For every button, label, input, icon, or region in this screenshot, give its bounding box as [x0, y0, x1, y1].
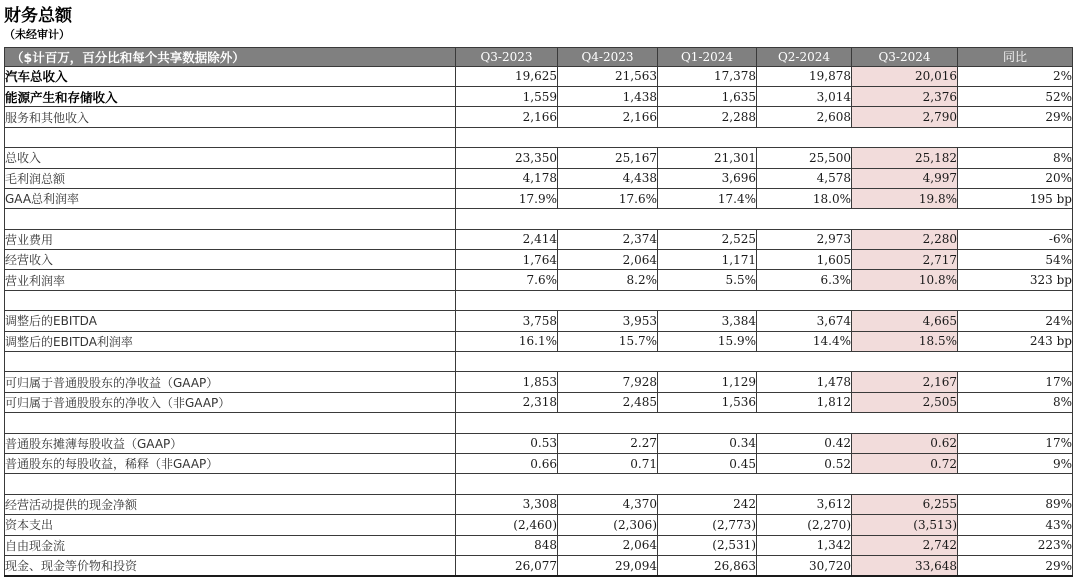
row-label: 普通股东的每股收益，稀释（非GAAP） — [5, 453, 456, 473]
value-cell: 15.7% — [558, 331, 658, 351]
table-row — [5, 168, 1073, 188]
yoy-value-cell: 52% — [958, 86, 1073, 106]
value-cell: 5.5% — [658, 270, 757, 290]
value-cell: 1,635 — [658, 86, 757, 106]
yoy-value-cell: 323 bp — [958, 270, 1073, 290]
value-cell: 1,605 — [757, 250, 852, 270]
value-cell: 2,973 — [757, 229, 852, 249]
table-row — [5, 331, 1073, 351]
yoy-value-cell: 24% — [958, 311, 1073, 331]
spacer-row — [5, 290, 1073, 310]
row-label: 服务和其他收入 — [5, 107, 456, 127]
value-cell: 30,720 — [757, 555, 852, 576]
table-row — [5, 372, 1073, 392]
table-row — [5, 66, 1073, 86]
value-cell: 7.6% — [456, 270, 558, 290]
table-row — [5, 188, 1073, 208]
header-units-label: （$计百万，百分比和每个共享数据除外） — [5, 47, 456, 66]
table-row — [5, 515, 1073, 535]
value-cell: 2,376 — [852, 86, 958, 106]
yoy-value-cell: 9% — [958, 453, 1073, 473]
table-row — [5, 311, 1073, 331]
table-row — [5, 392, 1073, 412]
yoy-value-cell: 54% — [958, 250, 1073, 270]
spacer-row — [5, 127, 1073, 147]
table-row — [5, 229, 1073, 249]
value-cell: 4,438 — [558, 168, 658, 188]
value-cell: 242 — [658, 494, 757, 514]
value-cell: 6.3% — [757, 270, 852, 290]
value-cell: 1,478 — [757, 372, 852, 392]
header-col-q1-2024: Q1-2024 — [658, 47, 757, 66]
value-cell: 19,625 — [456, 66, 558, 86]
spacer-label-cell — [5, 209, 456, 229]
value-cell: 21,563 — [558, 66, 658, 86]
value-cell: 2,414 — [456, 229, 558, 249]
value-cell: 25,500 — [757, 148, 852, 168]
header-col-yoy: 同比 — [958, 47, 1073, 66]
value-cell: 3,308 — [456, 494, 558, 514]
yoy-value-cell: -6% — [958, 229, 1073, 249]
value-cell: 14.4% — [757, 331, 852, 351]
yoy-value-cell: 17% — [958, 433, 1073, 453]
yoy-value-cell: 2% — [958, 66, 1073, 86]
row-label: 可归属于普通股股东的净收入（非GAAP） — [5, 392, 456, 412]
row-label: 资本支出 — [5, 515, 456, 535]
value-cell: 2,288 — [658, 107, 757, 127]
spacer-label-cell — [5, 290, 456, 310]
yoy-value-cell: 8% — [958, 148, 1073, 168]
row-label: 可归属于普通股股东的净收益（GAAP） — [5, 372, 456, 392]
value-cell: 2.27 — [558, 433, 658, 453]
table-row — [5, 494, 1073, 514]
yoy-value-cell: 43% — [958, 515, 1073, 535]
spacer-row — [5, 474, 1073, 494]
header-col-q3-2023: Q3-2023 — [456, 47, 558, 66]
value-cell: 1,342 — [757, 535, 852, 555]
value-cell: 4,370 — [558, 494, 658, 514]
spacer-cell — [456, 209, 1073, 229]
page-title: 财务总额 — [4, 6, 72, 26]
value-cell: 1,171 — [658, 250, 757, 270]
row-label: 自由现金流 — [5, 535, 456, 555]
header-row — [5, 47, 1073, 66]
value-cell: 0.71 — [558, 453, 658, 473]
yoy-value-cell: 8% — [958, 392, 1073, 412]
value-cell: 23,350 — [456, 148, 558, 168]
value-cell: 1,129 — [658, 372, 757, 392]
value-cell: 4,997 — [852, 168, 958, 188]
value-cell: 1,559 — [456, 86, 558, 106]
yoy-value-cell: 29% — [958, 107, 1073, 127]
yoy-value-cell: 89% — [958, 494, 1073, 514]
spacer-cell — [456, 127, 1073, 147]
table-row — [5, 453, 1073, 473]
value-cell: 2,608 — [757, 107, 852, 127]
value-cell: 19.8% — [852, 188, 958, 208]
row-label: 能源产生和存储收入 — [5, 86, 456, 106]
value-cell: 3,674 — [757, 311, 852, 331]
value-cell: 2,318 — [456, 392, 558, 412]
value-cell: 4,178 — [456, 168, 558, 188]
value-cell: 17.6% — [558, 188, 658, 208]
value-cell: 8.2% — [558, 270, 658, 290]
value-cell: 2,742 — [852, 535, 958, 555]
value-cell: 3,696 — [658, 168, 757, 188]
value-cell: 0.52 — [757, 453, 852, 473]
financial-summary-table — [4, 47, 1073, 577]
table-row — [5, 86, 1073, 106]
value-cell: 1,812 — [757, 392, 852, 412]
row-label: 营业利润率 — [5, 270, 456, 290]
value-cell: 4,578 — [757, 168, 852, 188]
value-cell: (2,270) — [757, 515, 852, 535]
value-cell: 2,525 — [658, 229, 757, 249]
financial-table-body — [5, 66, 1073, 576]
value-cell: 1,536 — [658, 392, 757, 412]
row-label: 调整后的EBITDA利润率 — [5, 331, 456, 351]
value-cell: 2,280 — [852, 229, 958, 249]
value-cell: 2,790 — [852, 107, 958, 127]
row-label: 经营活动提供的现金净额 — [5, 494, 456, 514]
yoy-value-cell: 243 bp — [958, 331, 1073, 351]
value-cell: 3,612 — [757, 494, 852, 514]
row-label: 经营收入 — [5, 250, 456, 270]
spacer-label-cell — [5, 127, 456, 147]
value-cell: 2,717 — [852, 250, 958, 270]
value-cell: 17,378 — [658, 66, 757, 86]
table-row — [5, 148, 1073, 168]
value-cell: 0.62 — [852, 433, 958, 453]
header-col-q4-2023: Q4-2023 — [558, 47, 658, 66]
value-cell: 26,077 — [456, 555, 558, 576]
value-cell: 33,648 — [852, 555, 958, 576]
spacer-row — [5, 352, 1073, 372]
value-cell: (2,306) — [558, 515, 658, 535]
header-col-q2-2024: Q2-2024 — [757, 47, 852, 66]
spacer-row — [5, 209, 1073, 229]
table-row — [5, 107, 1073, 127]
row-label: GAA总利润率 — [5, 188, 456, 208]
value-cell: 2,167 — [852, 372, 958, 392]
value-cell: 18.0% — [757, 188, 852, 208]
table-row — [5, 535, 1073, 555]
value-cell: 0.34 — [658, 433, 757, 453]
row-label: 现金、现金等价物和投资 — [5, 555, 456, 576]
value-cell: 3,014 — [757, 86, 852, 106]
value-cell: 15.9% — [658, 331, 757, 351]
value-cell: 0.45 — [658, 453, 757, 473]
spacer-cell — [456, 290, 1073, 310]
value-cell: 21,301 — [658, 148, 757, 168]
value-cell: 7,928 — [558, 372, 658, 392]
yoy-value-cell: 29% — [958, 555, 1073, 576]
row-label: 总收入 — [5, 148, 456, 168]
row-label: 普通股东摊薄每股收益（GAAP） — [5, 433, 456, 453]
value-cell: 2,374 — [558, 229, 658, 249]
value-cell: 17.9% — [456, 188, 558, 208]
value-cell: 0.72 — [852, 453, 958, 473]
value-cell: 2,485 — [558, 392, 658, 412]
row-label: 毛利润总额 — [5, 168, 456, 188]
yoy-value-cell: 223% — [958, 535, 1073, 555]
value-cell: 2,064 — [558, 250, 658, 270]
spacer-label-cell — [5, 474, 456, 494]
table-row — [5, 270, 1073, 290]
value-cell: 3,758 — [456, 311, 558, 331]
yoy-value-cell: 195 bp — [958, 188, 1073, 208]
value-cell: 25,182 — [852, 148, 958, 168]
value-cell: 3,953 — [558, 311, 658, 331]
table-row — [5, 555, 1073, 576]
spacer-cell — [456, 474, 1073, 494]
spacer-label-cell — [5, 413, 456, 433]
table-row — [5, 250, 1073, 270]
value-cell: 17.4% — [658, 188, 757, 208]
header-col-q3-2024: Q3-2024 — [852, 47, 958, 66]
value-cell: 2,064 — [558, 535, 658, 555]
value-cell: 6,255 — [852, 494, 958, 514]
row-label: 调整后的EBITDA — [5, 311, 456, 331]
value-cell: 19,878 — [757, 66, 852, 86]
value-cell: 1,438 — [558, 86, 658, 106]
value-cell: 0.66 — [456, 453, 558, 473]
value-cell: 848 — [456, 535, 558, 555]
yoy-value-cell: 17% — [958, 372, 1073, 392]
value-cell: (3,513) — [852, 515, 958, 535]
table-row — [5, 433, 1073, 453]
value-cell: 0.42 — [757, 433, 852, 453]
value-cell: 2,505 — [852, 392, 958, 412]
value-cell: 4,665 — [852, 311, 958, 331]
spacer-cell — [456, 352, 1073, 372]
value-cell: 2,166 — [558, 107, 658, 127]
spacer-label-cell — [5, 352, 456, 372]
value-cell: 26,863 — [658, 555, 757, 576]
yoy-value-cell: 20% — [958, 168, 1073, 188]
value-cell: 25,167 — [558, 148, 658, 168]
spacer-row — [5, 413, 1073, 433]
value-cell: 20,016 — [852, 66, 958, 86]
row-label: 汽车总收入 — [5, 66, 456, 86]
value-cell: 1,853 — [456, 372, 558, 392]
value-cell: 2,166 — [456, 107, 558, 127]
value-cell: (2,773) — [658, 515, 757, 535]
value-cell: 1,764 — [456, 250, 558, 270]
value-cell: 0.53 — [456, 433, 558, 453]
page-subtitle: （未经审计） — [4, 28, 70, 42]
row-label: 营业费用 — [5, 229, 456, 249]
value-cell: 10.8% — [852, 270, 958, 290]
value-cell: 3,384 — [658, 311, 757, 331]
value-cell: 16.1% — [456, 331, 558, 351]
value-cell: (2,460) — [456, 515, 558, 535]
value-cell: 18.5% — [852, 331, 958, 351]
value-cell: 29,094 — [558, 555, 658, 576]
value-cell: (2,531) — [658, 535, 757, 555]
spacer-cell — [456, 413, 1073, 433]
